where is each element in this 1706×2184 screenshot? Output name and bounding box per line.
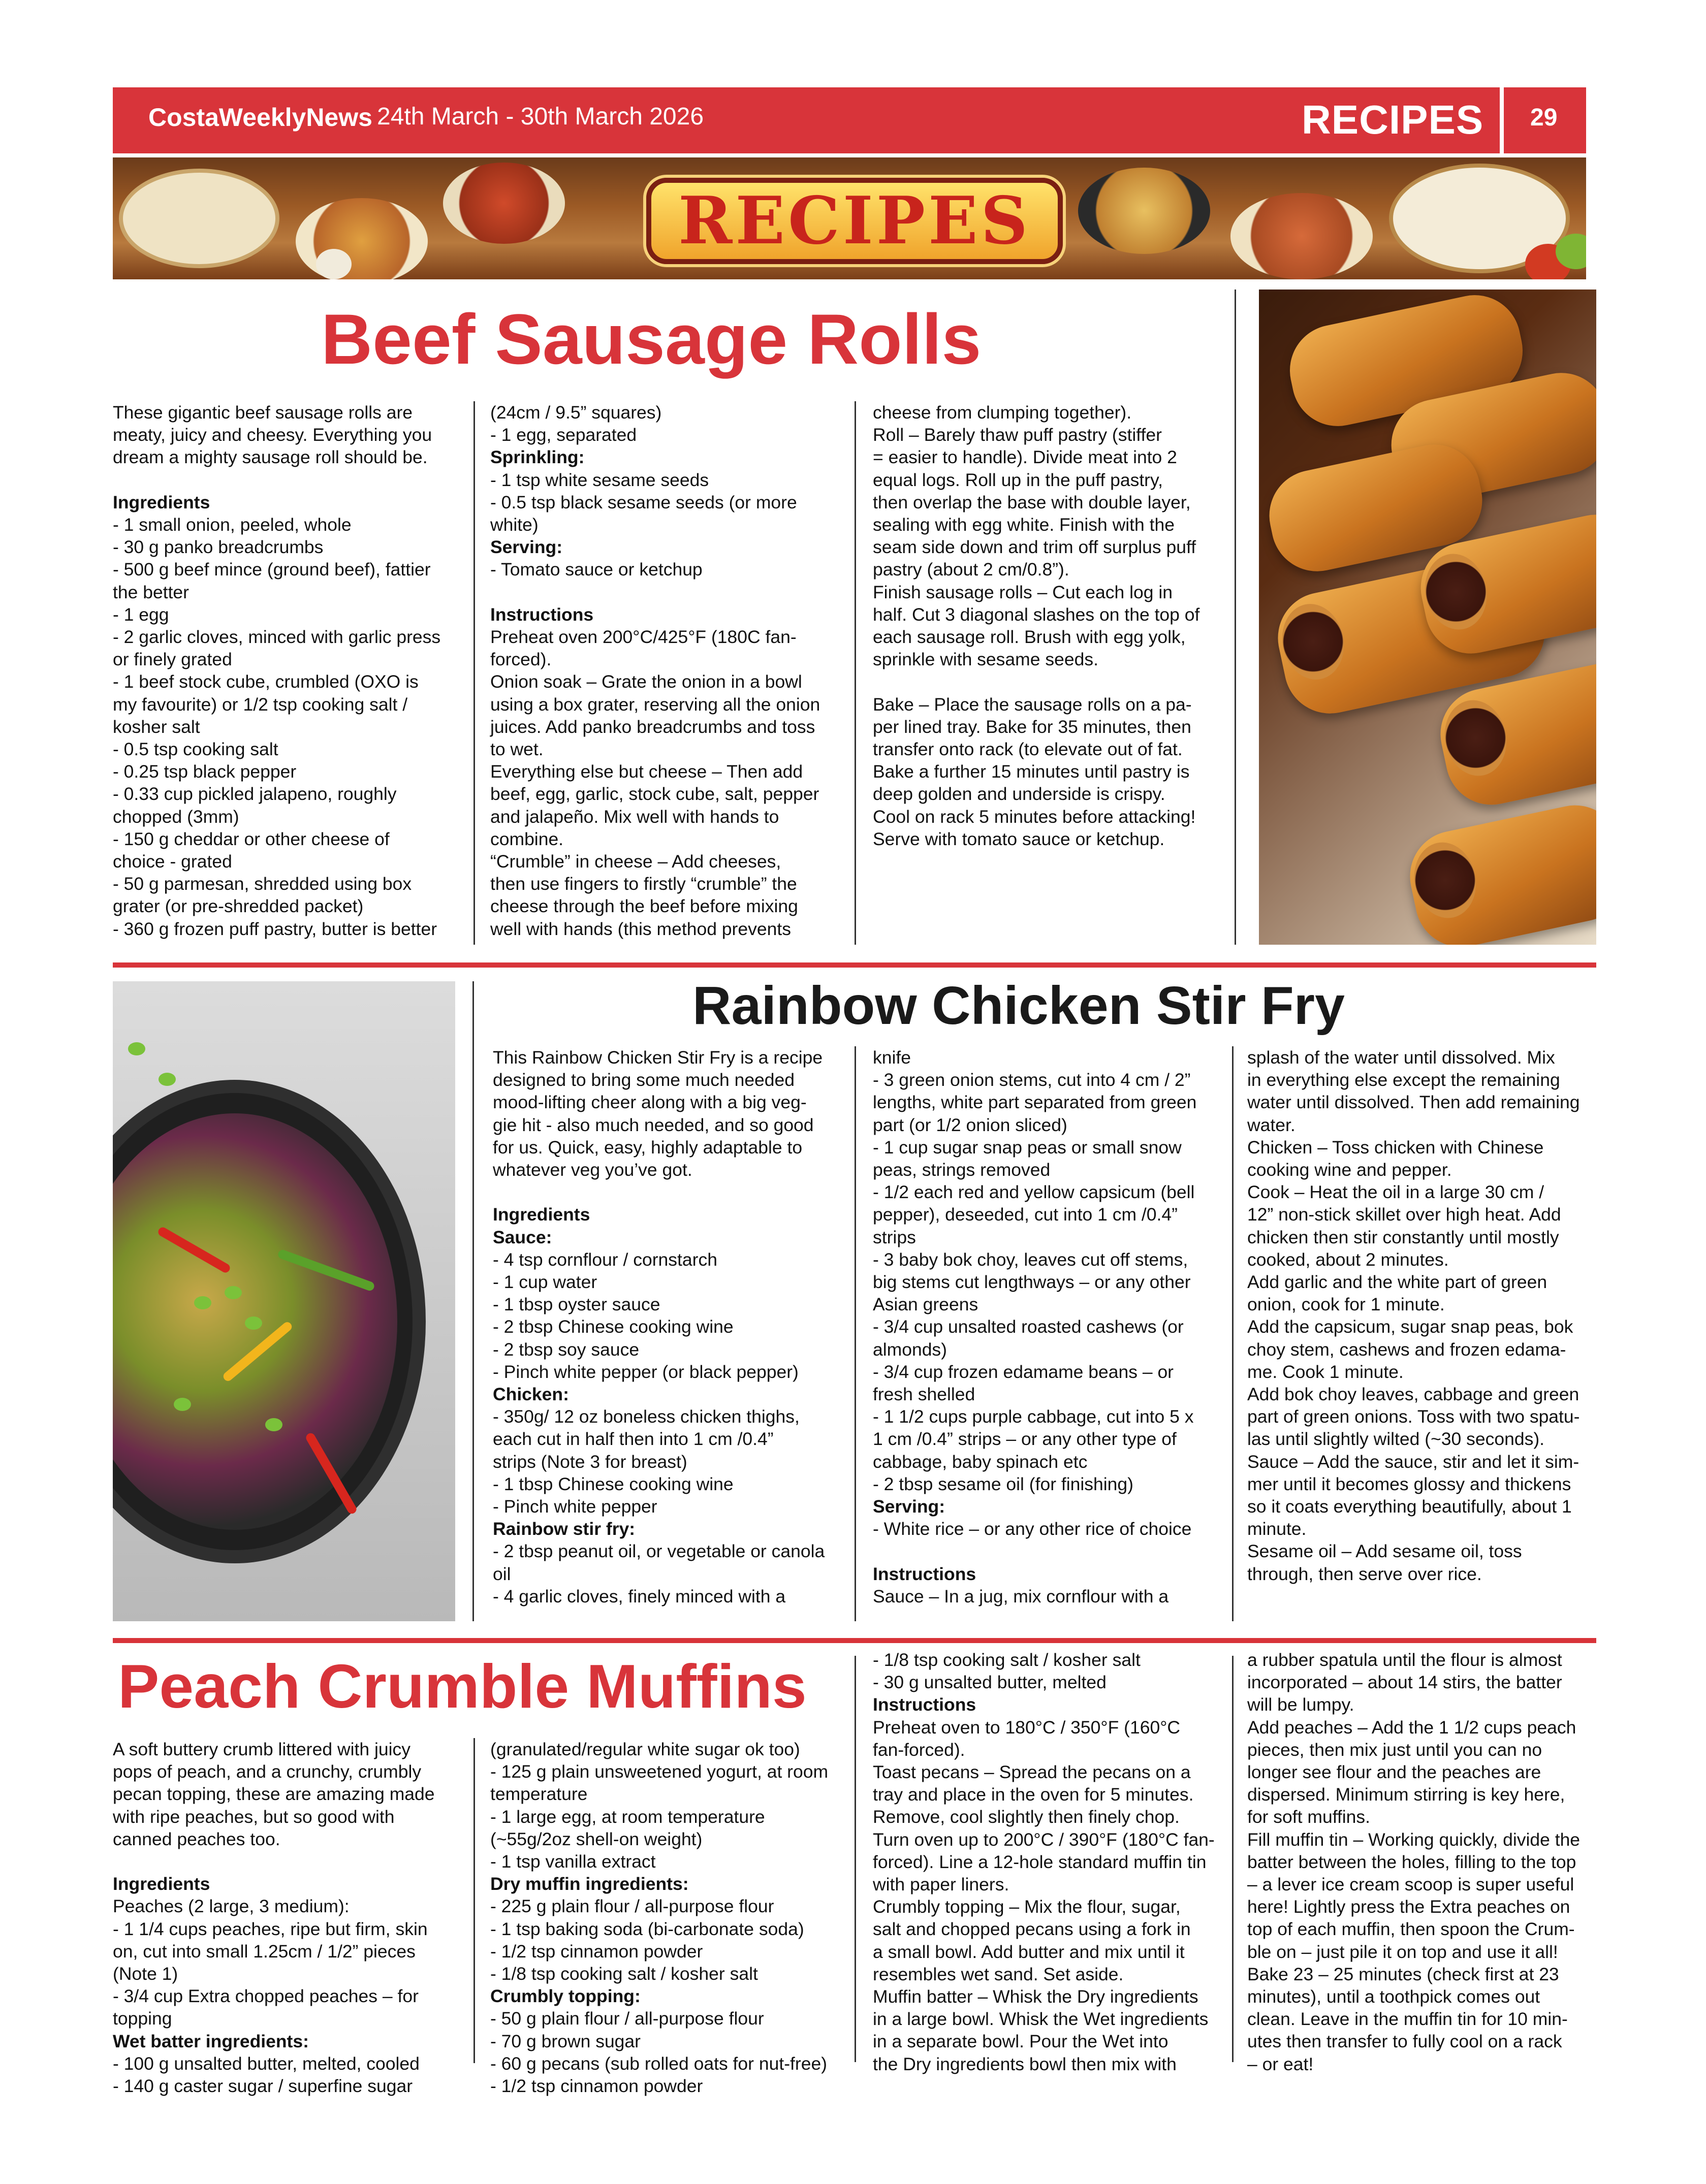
ingredients-list: (24cm / 9.5” squares) - 1 egg, separated — [490, 402, 662, 445]
column-divider — [855, 401, 856, 945]
instructions-text: Sauce – In a jug, mix cornflour with a — [873, 1586, 1169, 1607]
recipe-column — [493, 1046, 848, 1608]
recipes-banner — [113, 157, 1586, 279]
section-divider — [113, 962, 1596, 968]
column-divider — [855, 1656, 856, 2062]
banner-title-plaque — [646, 178, 1063, 264]
edamame-bean — [159, 1073, 176, 1086]
banner-garlic — [316, 249, 352, 279]
instructions-heading: Instructions — [873, 1563, 976, 1584]
instructions-text: Preheat oven to 180°C / 350°F (160°C fan-forced). Toast pecans – Spread the pecans on a tray and place in the oven for 5 minutes. Remove, cool slightly then finely chop. Turn oven up to 200°C / 390°F (180°C fan- forced). Line a 12-hole standard muffin tin with paper liners. Crumbly topping – Mix the flour, sugar, salt and chopped pecans using a fork in a small bowl. Add butter and mix until it resembles wet sand. Set aside. Muffin batter – Whisk the Dry ingredients in a large bowl. Whisk the Wet ingredients in a separate bowl. Pour the Wet into the Dry ingredients bowl then mix with — [873, 1717, 1215, 2074]
recipe-column — [873, 1649, 1228, 2075]
edamame-bean — [225, 1286, 242, 1299]
publication-name: CostaWeeklyNews — [148, 103, 372, 132]
banner-title: RECIPES — [678, 183, 1031, 259]
recipe-column — [490, 1738, 851, 2097]
recipe-title: Beef Sausage Rolls — [321, 299, 982, 379]
subheading: Serving: — [873, 1496, 945, 1517]
ingredients-heading: Ingredients — [493, 1204, 590, 1225]
ingredients-list: knife - 3 green onion stems, cut into 4 cm / 2” lengths, white part separated from green part (or 1/2 onion sliced) - 1 cup sugar snap peas or small snow peas, strings removed - 1/2 each red and yellow capsicum (bell pepper), deseeded, cut into 1 cm /0.4” strips - 3 baby bok choy, leaves cut off stems, big stems cut lengthways – or any other Asian greens - 3/4 cup unsalted roasted cashews (or almonds) - 3/4 cup frozen edamame beans – or fresh shelled - 1 1/2 cups purple cabbage, cut into 5 x 1 cm /0.4” strips – or any other type of cabbage, baby spinach etc - 2 tbsp sesame oil (for finishing) — [873, 1047, 1197, 1494]
instructions-text: a rubber spatula until the flour is almost incorporated – about 14 stirs, the batter will be lumpy. Add peaches – Add the 1 1/2 cups peach pieces, then mix just until you can no longer see flour and the peaches are dispersed. Minimum stirring is key here, for soft muffins. Fill muffin tin – Working quickly, divide the batter between the holes, filling to the top – a lever ice cream scoop is super useful here! Lightly press the Extra peaches on top of each muffin, then spoon the Crum- ble on – just pile it on top and use it all! Bake 23 – 25 minutes (check first at 23 minutes), until a toothpick comes out clean. Leave in the muffin tin for 10 min- utes then transfer to fully cool on a rack – or eat! — [1247, 1650, 1581, 2074]
instructions-text: Preheat oven 200°C/425°F (180C fan- forced). Onion soak – Grate the onion in a bowl using a box grater, reserving all the onion juices. Add panko breadcrumbs and toss to wet. Everything else but cheese – Then add beef, egg, garlic, stock cube, salt, pepper and jalapeño. Mix well with hands to combine. “Crumble” in cheese – Add cheeses, then use fingers to firstly “crumble” the cheese through the beef before mixing well with hands (this method prevents — [490, 627, 820, 939]
subheading: Serving: — [490, 537, 563, 558]
recipe-title: Rainbow Chicken Stir Fry — [692, 976, 1345, 1036]
subheading: Wet batter ingredients: — [113, 2031, 309, 2051]
recipe-column — [873, 401, 1239, 850]
edamame-bean — [245, 1316, 262, 1330]
recipe-column — [1247, 1649, 1598, 2075]
instructions-heading: Instructions — [873, 1694, 976, 1715]
ingredients-list: - 50 g plain flour / all-purpose flour - 70 g brown sugar - 60 g pecans (sub rolled oats for nut-free) - 1/2 tsp cinnamon powder — [490, 2008, 828, 2097]
ingredients-list: - 2 tbsp peanut oil, or vegetable or canola oil - 4 garlic cloves, finely minced with a — [493, 1541, 825, 1607]
column-divider — [1232, 1656, 1234, 2062]
recipe-intro: A soft buttery crumb littered with juicy pops of peach, and a crunchy, crumbly pecan topping, these are amazing made with ripe peaches, but so good with canned peaches too. — [113, 1739, 435, 1849]
banner-plate — [443, 163, 565, 244]
banner-plate — [1078, 168, 1210, 254]
edamame-bean — [194, 1296, 211, 1309]
ingredients-list: - 1/8 tsp cooking salt / kosher salt - 30 g unsalted butter, melted — [873, 1650, 1141, 1693]
edamame-bean — [128, 1042, 145, 1055]
page-number: 29 — [1530, 104, 1558, 131]
column-divider — [473, 1738, 475, 2063]
column-divider — [855, 1046, 856, 1621]
recipe-column — [113, 1738, 463, 2097]
column-divider — [1232, 1046, 1234, 1621]
issue-dates: 24th March - 30th March 2026 — [377, 103, 704, 130]
recipe-title: Peach Crumble Muffins — [118, 1652, 807, 1721]
recipe-column — [873, 1046, 1228, 1608]
subheading: Dry muffin ingredients: — [490, 1874, 689, 1894]
subheading: Chicken: — [493, 1384, 569, 1405]
recipe-column — [1247, 1046, 1598, 1585]
ingredients-list: - 1 tsp white sesame seeds - 0.5 tsp black sesame seeds (or more white) — [490, 469, 797, 535]
ingredients-list: - Tomato sauce or ketchup — [490, 559, 703, 580]
subheading: Rainbow stir fry: — [493, 1519, 636, 1539]
sausage-rolls-photo — [1259, 290, 1596, 945]
edamame-bean — [265, 1418, 282, 1431]
column-divider — [473, 401, 475, 945]
ingredients-list: Peaches (2 large, 3 medium): - 1 1/4 cups peaches, ripe but firm, skin on, cut into small 1.25cm / 1/2” pieces (Note 1) - 3/4 cup Extra chopped peaches – for topping — [113, 1896, 428, 2029]
header-divider — [1500, 87, 1504, 153]
edamame-bean — [174, 1398, 191, 1411]
banner-plate — [123, 173, 275, 264]
section-label: RECIPES — [1302, 97, 1484, 142]
ingredients-list: - 1 small onion, peeled, whole - 30 g panko breadcrumbs - 500 g beef mince (ground beef), fattier the better - 1 egg - 2 garlic cloves, minced with garlic press or finely grated - 1 beef stock cube, crumbled (OXO is my favourite) or 1/2 tsp cooking salt / kosher salt - 0.5 tsp cooking salt - 0.25 tsp black pepper - 0.33 cup pickled jalapeno, roughly chopped (3mm) - 150 g cheddar or other cheese of choice - grated - 50 g parmesan, shredded using box grater (or pre-shredded packet) - 360 g frozen puff pastry, butter is better — [113, 515, 441, 939]
ingredients-list: (granulated/regular white sugar ok too) - 125 g plain unsweetened yogurt, at room temperature - 1 large egg, at room temperature (~55g/2oz shell-on weight) - 1 tsp vanilla extract — [490, 1739, 829, 1872]
recipe-column — [490, 401, 851, 940]
ingredients-list: - 350g/ 12 oz boneless chicken thighs, each cut in half then into 1 cm /0.4” strips (Note 3 for breast) - 1 tbsp Chinese cooking wine - Pinch white pepper — [493, 1406, 800, 1517]
column-divider — [472, 981, 474, 1621]
ingredients-heading: Ingredients — [113, 1874, 210, 1894]
recipe-intro: These gigantic beef sausage rolls are meaty, juicy and cheesy. Everything you dream a mighty sausage roll should be. — [113, 402, 432, 468]
banner-plate — [296, 198, 428, 279]
subheading: Crumbly topping: — [490, 1986, 641, 2007]
ingredients-list: - 225 g plain flour / all-purpose flour - 1 tsp baking soda (bi-carbonate soda) - 1/2 tsp cinnamon powder - 1/8 tsp cooking salt / kosher salt — [490, 1896, 804, 1984]
ingredients-list: - 100 g unsalted butter, melted, cooled - 140 g caster sugar / superfine sugar — [113, 2053, 420, 2097]
section-divider — [113, 1638, 1596, 1643]
column-divider — [1235, 290, 1236, 945]
recipe-intro: This Rainbow Chicken Stir Fry is a recipe designed to bring some much needed mood-lifting cheer along with a big veg- gie hit - also much needed, and so good for us. Quick, easy, highly adaptable to whatever veg you’ve got. — [493, 1047, 823, 1180]
ingredients-heading: Ingredients — [113, 492, 210, 512]
subheading: Sauce: — [493, 1227, 552, 1247]
subheading: Sprinkling: — [490, 447, 585, 468]
instructions-text: splash of the water until dissolved. Mix in everything else except the remaining water until dissolved. Then add remaining water. Chicken – Toss chicken with Chinese cooking wine and pepper. Cook – Heat the oil in a large 30 cm / 12” non-stick skillet over high heat. Add chicken then stir constantly until mostly cooked, about 2 minutes. Add garlic and the white part of green onion, cook for 1 minute. Add the capsicum, sugar snap peas, bok choy stem, cashews and frozen edama- me. Cook 1 minute. Add bok choy leaves, cabbage and green part of green onions. Toss with two spatu- las until slightly wilted (~30 seconds). Sauce – Add the sauce, stir and let it sim- mer until it becomes glossy and thickens so it coats everything beautifully, about 1 minute. Sesame oil – Add sesame oil, toss through, then serve over rice. — [1247, 1047, 1580, 1584]
recipe-column — [113, 401, 458, 940]
instructions-heading: Instructions — [490, 604, 594, 625]
ingredients-list: - White rice – or any other rice of choice — [873, 1519, 1192, 1539]
banner-plate — [1230, 193, 1373, 279]
ingredients-list: - 4 tsp cornflour / cornstarch - 1 cup water - 1 tbsp oyster sauce - 2 tbsp Chinese cooking wine - 2 tbsp soy sauce - Pinch white pepper (or black pepper) — [493, 1249, 799, 1382]
sausage-roll-image — [1402, 797, 1596, 945]
stir-fry-photo — [113, 981, 455, 1621]
instructions-text: cheese from clumping together). Roll – Barely thaw puff pastry (stiffer = easier to handle). Divide meat into 2 equal logs. Roll up in the puff pastry, then overlap the base with double layer, sealing with egg white. Finish with the seam side down and trim off surplus puff pastry (about 2 cm/0.8”). Finish sausage rolls – Cut each log in half. Cut 3 diagonal slashes on the top of each sausage roll. Brush with egg yolk, sprinkle with sesame seeds. Bake – Place the sausage rolls on a pa- per lined tray. Bake for 35 minutes, then transfer onto rack (to elevate out of fat. Bake a further 15 minutes until pastry is deep golden and underside is crispy. Cool on rack 5 minutes before attacking! Serve with tomato sauce or ketchup. — [873, 402, 1200, 849]
page-header — [113, 87, 1586, 153]
